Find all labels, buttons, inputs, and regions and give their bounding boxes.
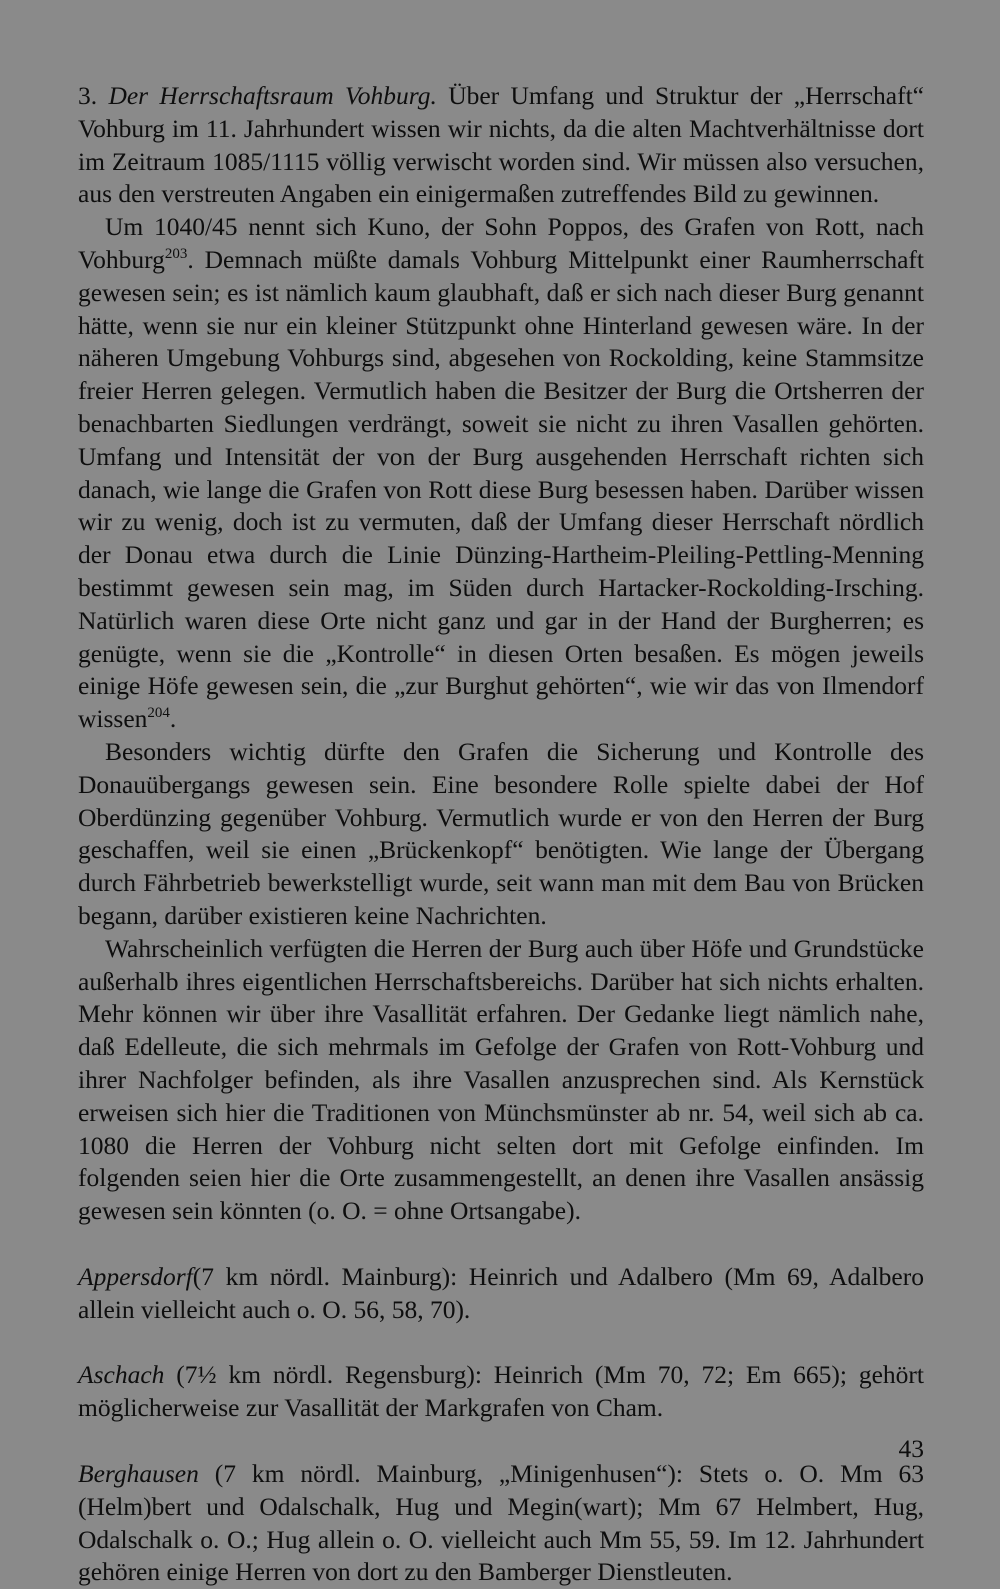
paragraph-2-text-c: . <box>169 704 177 734</box>
spacer <box>78 1326 924 1359</box>
entry-berghausen <box>78 1458 924 1589</box>
entry-appersdorf <box>78 1261 924 1327</box>
entry-place-name: Aschach <box>78 1360 165 1390</box>
footnote-ref-203: 203 <box>164 245 188 262</box>
entry-text: (7 km nördl. Mainburg, „Minigenhusen“): Stets o. O. Mm 63 (Helm)bert und Odalschalk, Hug und Megin(wart); Mm 67 Helmbert, Hug, Odalschalk o. O.; Hug allein o. O. vielleicht auch Mm 55, 59. Im 12. Jahrhundert gehören einige Herren von dort zu den Bamberger Dienstleuten. <box>78 1459 924 1587</box>
paragraph-3: Besonders wichtig dürfte den Grafen die Sicherung und Kontrolle des Donauübergangs gewesen sein. Eine besondere Rolle spielte dabei der Hof Oberdünzing gegenüber Vohburg. Vermutlich wurde er von den Herren der Burg geschaffen, weil sie einen „Brückenkopf“ benötigten. Wie lange der Übergang durch Fährbetrieb bewerkstelligt wurde, seit wann man mit dem Bau von Brücken begann, darüber existieren keine Nachrichten. <box>78 736 924 930</box>
paragraph-2-text-b: . Demnach müßte damals Vohburg Mittelpunkt einer Raumherrschaft gewesen sein; es ist nämlich kaum glaubhaft, daß er sich nach dieser Burg genannt hätte, wenn sie nur ein kleiner Stützpunkt ohne Hinterland gewesen wäre. In der näheren Umgebung Vohburgs sind, abgesehen von Rockolding, keine Stammsitze freier Herren gelegen. Vermutlich haben die Besitzer der Burg die Ortsherren der benachbarten Siedlungen verdrängt, soweit sie nicht zu ihren Vasallen gehörten. Umfang und Intensität der von der Burg ausgehenden Herrschaft richten sich danach, wie lange die Grafen von Rott diese Burg besessen haben. Darüber wissen wir zu wenig, doch ist zu vermuten, daß der Umfang dieser Herrschaft nördlich der Donau etwa durch die Linie Dünzing-Hartheim-Pleiling-Pettling-Menning bestimmt gewesen sein mag, im Süden durch Hartacker-Rockolding-Irsching. Natürlich waren diese Orte nicht ganz und gar in der Hand der Burgherren; es genügte, wenn sie die „Kontrolle“ in diesen Orten besaßen. Es mögen jeweils einige Höfe gewesen sein, die „zur Burghut gehörten“, wie wir das von Ilmendorf wissen <box>78 244 924 734</box>
page-number: 43 <box>898 1434 924 1463</box>
section-heading: Der Herrschaftsraum Vohburg. <box>108 81 437 110</box>
paragraph-2 <box>78 211 924 736</box>
footnote-ref-204: 204 <box>147 705 170 722</box>
section-number: 3. <box>78 81 98 110</box>
paragraph-2-text-a: Um 1040/45 nennt sich Kuno, der Sohn Poppos, des Grafen von Rott, nach Vohburg <box>78 212 924 274</box>
entry-text: (7½ km nördl. Regensburg): Heinrich (Mm 70, 72; Em 665); gehört möglicherweise zur Vasallität der Markgrafen von Cham. <box>78 1360 924 1423</box>
paragraph-1 <box>78 80 924 211</box>
spacer <box>78 1228 924 1261</box>
entry-place-name: Berghausen <box>78 1459 199 1489</box>
paragraph-4: Wahrscheinlich verfügten die Herren der Burg auch über Höfe und Grundstücke außerhalb ihres eigentlichen Herrschaftsbereichs. Darüber hat sich nichts erhalten. Mehr können wir über ihre Vasallität erfahren. Der Gedanke liegt nämlich nahe, daß Edelleute, die sich mehrmals im Gefolge der Grafen von Rott-Vohburg und ihrer Nachfolger befinden, als ihre Vasallen anzusprechen sind. Als Kernstück erweisen sich hier die Traditionen von Münchsmünster ab nr. 54, weil sich ab ca. 1080 die Herren der Vohburg nicht selten dort mit Gefolge einfinden. Im folgenden seien hier die Orte zusammengestellt, an denen ihre Vasallen ansässig gewesen sein könnten (o. O. = ohne Ortsangabe). <box>78 933 924 1226</box>
spacer <box>78 1425 924 1458</box>
entry-aschach <box>78 1359 924 1425</box>
entry-place-name: Appersdorf <box>78 1261 193 1291</box>
page-body <box>78 80 924 1589</box>
paragraph-1-text: Über Umfang und Struktur der „Herrschaft“ Vohburg im 11. Jahrhundert wissen wir nichts, da die alten Machtverhältnisse dort im Zeitraum 1085/1115 völlig verwischt worden sind. Wir müssen also versuchen, aus den verstreuten Angaben ein einigermaßen zutreffendes Bild zu gewinnen. <box>78 81 925 209</box>
entry-text: (7 km nördl. Mainburg): Heinrich und Adalbero (Mm 69, Adalbero allein vielleicht auch o. O. 56, 58, 70). <box>78 1261 924 1324</box>
